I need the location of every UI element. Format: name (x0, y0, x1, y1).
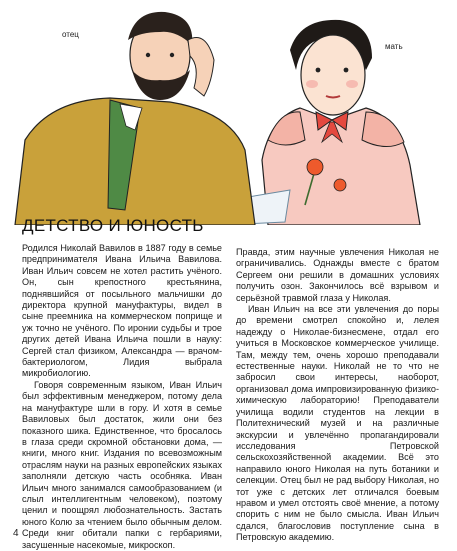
paragraph: Иван Ильич на все эти увлечения до поры до времени смотрел спокойно и, лелея надежду о Николае-бизнесмене, отдал его учиться в Московское коммерческое училище. Там, между тем, очень хорошо преподавали естественные науки. Николай не то что не забросил свои интересы, наоборот, организовал дома импровизированную физико-химическую лабораторию! Преподаватели училища водили студентов на лекции в Политехнический музей и на различные экскурсии и увлечённо пропагандировали исследования Петровской сельскохозяйственной академии. Всё это направило юного Николая на путь ботаники и селекции. Отец был не рад выбору Николая, но тот уже с детских лет отличался боевым нравом и умел отстоять своё мнение, а потому спорить с ним не было смысла. Иван Ильич сдался, благословив поступление сына в Петровскую академию. (236, 304, 439, 543)
section-heading: ДЕТСТВО И ЮНОСТЬ (22, 216, 204, 235)
father-label: отец (62, 30, 79, 39)
mother-label: мать (385, 42, 403, 51)
paragraph: Правда, этим научные увлечения Николая не ограничивались. Однажды вместе с братом Сергеем они решили в домашних условиях получить озон. Закончилось всё взрывом и серьёзной травмой глаза у Николая. (236, 247, 439, 303)
paragraph: Говоря современным языком, Иван Ильич был эффективным менеджером, потому дела на мануфактуре шли в гору. И хотя в семье Вавиловых был достаток, жили они без показного шика. Единственное, что бросалось в глаза среди скромной обстановки дома, — книги, много книг. Издания по всевозможным отраслям науки на разных европейских языках заполняли детскую часть особняка. Иван Ильич много занимался самообразованием (и слыл интеллигентным человеком), поэтому ценил и поощрял любознательность. Застать юного Колю за чтением было обычным делом. Среди книг обитали папки с гербариями, засушенные насекомые, микроскоп. (22, 379, 222, 550)
left-column (22, 243, 222, 551)
right-column (236, 247, 439, 544)
page-number: 4 (13, 528, 19, 539)
paragraph: Родился Николай Вавилов в 1887 году в семье предпринимателя Ивана Ильича Вавилова. Иван Ильич совсем не хотел растить учёного. Он, сын крепостного крестьянина, поднявшийся от посыльного мальчишки до директора крупной мануфактуры, видел в сыне преемника на коммерческом поприще и уж точно не учёного. По иронии судьбы и трое других детей Ивана Ильича пошли в науку: Сергей стал физиком, Александра — врачом-бактериологом, Лидия выбрала микробиологию. (22, 243, 222, 379)
